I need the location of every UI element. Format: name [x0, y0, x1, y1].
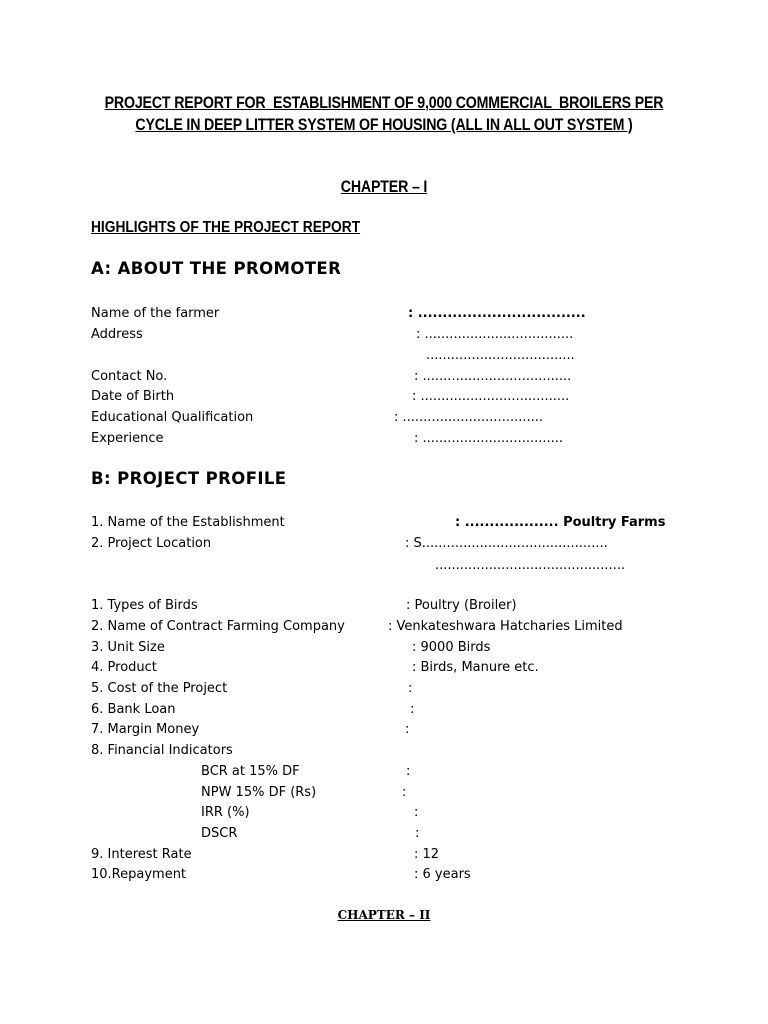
establishment-label: 1. Name of the Establishment: [91, 515, 285, 530]
company-label: 2. Name of Contract Farming Company: [91, 619, 345, 634]
profile-heading: B: PROJECT PROFILE: [91, 469, 287, 488]
location-label: 2. Project Location: [91, 536, 212, 551]
experience-label: Experience: [91, 431, 164, 446]
npw-value: :: [402, 785, 407, 800]
irr-value: :: [414, 805, 419, 820]
bank-loan-value: :: [410, 702, 415, 717]
repayment-value: : 6 years: [414, 867, 471, 882]
dscr-value: :: [415, 826, 420, 841]
interest-rate-label: 9. Interest Rate: [91, 847, 192, 862]
interest-rate-value: : 12: [414, 847, 440, 862]
unit-size-label: 3. Unit Size: [91, 640, 165, 655]
margin-money-value: :: [405, 722, 410, 737]
promoter-heading: A: ABOUT THE PROMOTER: [91, 259, 342, 278]
bcr-value: :: [406, 764, 411, 779]
establishment-value: : ................... Poultry Farms: [455, 515, 666, 530]
financial-indicators-label: 8. Financial Indicators: [91, 743, 233, 758]
address-label: Address: [91, 327, 143, 342]
repayment-label: 10.Repayment: [91, 867, 187, 882]
location-value: : S.............................................: [405, 536, 608, 551]
report-title-line1: PROJECT REPORT FOR ESTABLISHMENT OF 9,000 COMMERCIAL BROILERS PER: [104, 94, 664, 112]
project-cost-label: 5. Cost of the Project: [91, 681, 228, 696]
project-cost-value: :: [408, 681, 413, 696]
education-value: : ..................................: [394, 410, 544, 425]
bird-types-label: 1. Types of Birds: [91, 598, 198, 613]
npw-label: NPW 15% DF (Rs): [201, 785, 317, 800]
address-value: : ....................................: [416, 327, 574, 342]
farmer-name-value: : ..................................: [408, 306, 586, 321]
unit-size-value: : 9000 Birds: [412, 640, 491, 655]
farmer-name-label: Name of the farmer: [91, 306, 220, 321]
product-value: : Birds, Manure etc.: [412, 660, 539, 675]
chapter-2-heading: CHAPTER – II: [337, 908, 431, 922]
report-title-line2: CYCLE IN DEEP LITTER SYSTEM OF HOUSING (ALL IN ALL OUT SYSTEM ): [135, 116, 633, 134]
dob-value: : ....................................: [412, 389, 570, 404]
bird-types-value: : Poultry (Broiler): [406, 598, 517, 613]
address-value-line2: ....................................: [426, 348, 575, 363]
contact-label: Contact No.: [91, 369, 168, 384]
irr-label: IRR (%): [201, 805, 250, 820]
dscr-label: DSCR: [201, 826, 238, 841]
education-label: Educational Qualification: [91, 410, 254, 425]
margin-money-label: 7. Margin Money: [91, 722, 200, 737]
contact-value: : ....................................: [414, 369, 572, 384]
experience-value: : ..................................: [414, 431, 564, 446]
dob-label: Date of Birth: [91, 389, 175, 404]
bank-loan-label: 6. Bank Loan: [91, 702, 176, 717]
bcr-label: BCR at 15% DF: [201, 764, 300, 779]
highlights-heading: HIGHLIGHTS OF THE PROJECT REPORT: [91, 219, 361, 236]
product-label: 4. Product: [91, 660, 157, 675]
company-value: : Venkateshwara Hatcharies Limited: [388, 619, 623, 634]
location-value-line2: ..............................................: [435, 558, 626, 573]
chapter-1-heading: CHAPTER – I: [340, 178, 428, 196]
